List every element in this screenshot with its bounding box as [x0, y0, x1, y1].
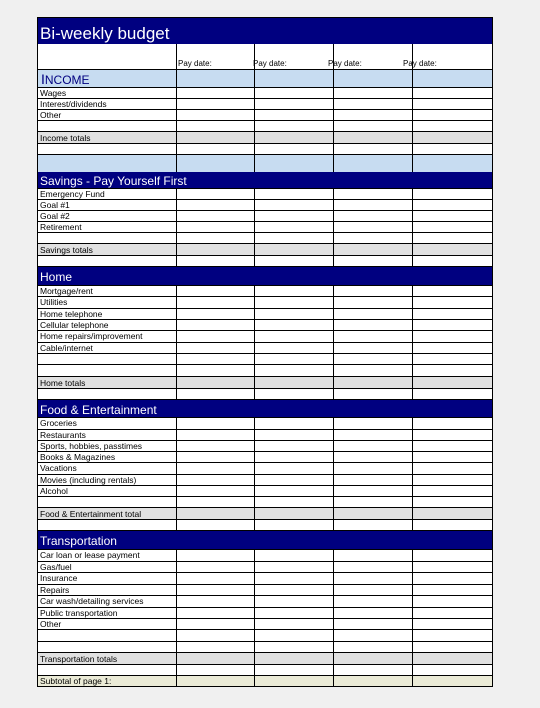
column-line — [412, 188, 413, 267]
grid-line — [37, 364, 493, 365]
grid-line — [37, 255, 493, 256]
grid-line — [37, 417, 493, 418]
home-heading: Home — [40, 270, 73, 284]
transport-item-insurance: Insurance — [40, 573, 78, 583]
grid-line — [37, 319, 493, 320]
column-line — [333, 44, 334, 172]
food-total-row — [37, 508, 493, 519]
grid-line — [37, 595, 493, 596]
grid-line — [37, 399, 493, 400]
grid-line — [37, 87, 493, 88]
savings-total-row — [37, 244, 493, 255]
column-line — [412, 549, 413, 687]
transport-heading-banner — [37, 531, 493, 549]
pay-date-label-2: Pay date: — [253, 59, 287, 68]
home-item-mortgage: Mortgage/rent — [40, 286, 93, 296]
title-banner — [37, 17, 493, 44]
savings-item-retirement: Retirement — [40, 222, 82, 232]
column-line — [254, 188, 255, 267]
food-item-restaurants: Restaurants — [40, 430, 86, 440]
grid-line — [37, 98, 493, 99]
grid-line — [37, 353, 493, 354]
sheet-title: Bi-weekly budget — [40, 24, 170, 43]
grid-line — [37, 308, 493, 309]
grid-line — [37, 629, 493, 630]
grid-line — [37, 675, 493, 676]
column-line — [333, 417, 334, 531]
grid-line — [37, 451, 493, 452]
transport-total-label: Transportation totals — [40, 654, 118, 664]
column-line — [412, 417, 413, 531]
subtotal-label: Subtotal of page 1: — [40, 676, 112, 686]
column-line — [412, 44, 413, 172]
grid-line — [37, 199, 493, 200]
grid-line — [37, 496, 493, 497]
grid-line — [37, 440, 493, 441]
grid-line — [37, 388, 493, 389]
home-total-row — [37, 377, 493, 388]
grid-line — [37, 530, 493, 531]
income-total-label: Income totals — [40, 133, 91, 143]
savings-heading-banner — [37, 172, 493, 188]
home-item-utilities: Utilities — [40, 297, 68, 307]
grid-line — [37, 342, 493, 343]
grid-line — [37, 572, 493, 573]
transport-item-car-wash: Car wash/detailing services — [40, 596, 144, 606]
column-line — [412, 285, 413, 400]
column-line — [176, 44, 177, 172]
income-item-other: Other — [40, 110, 62, 120]
grid-line — [37, 607, 493, 608]
column-line — [333, 285, 334, 400]
grid-line — [37, 485, 493, 486]
transport-item-car-loan: Car loan or lease payment — [40, 550, 140, 560]
grid-line — [37, 561, 493, 562]
pay-date-label-4: Pay date: — [403, 59, 437, 68]
sheet-border — [37, 17, 493, 687]
grid-line — [37, 507, 493, 508]
grid-line — [37, 154, 493, 155]
grid-line — [37, 429, 493, 430]
savings-item-goal2: Goal #2 — [40, 211, 70, 221]
column-line — [254, 549, 255, 687]
savings-total-label: Savings totals — [40, 245, 93, 255]
food-item-books: Books & Magazines — [40, 452, 116, 462]
pay-date-label-3: Pay date: — [328, 59, 362, 68]
grid-line — [37, 474, 493, 475]
grid-line — [37, 519, 493, 520]
transport-item-other: Other — [40, 619, 62, 629]
grid-line — [37, 618, 493, 619]
grid-line — [37, 109, 493, 110]
grid-line — [37, 143, 493, 144]
food-heading-banner — [37, 400, 493, 417]
transport-item-gas: Gas/fuel — [40, 562, 72, 572]
grid-line — [37, 641, 493, 642]
grid-line — [37, 584, 493, 585]
budget-sheet — [37, 17, 493, 687]
grid-line — [37, 652, 493, 653]
column-line — [176, 417, 177, 531]
savings-item-emergency: Emergency Fund — [40, 189, 105, 199]
home-item-cable: Cable/internet — [40, 343, 93, 353]
food-total-label: Food & Entertainment total — [40, 509, 142, 519]
transport-total-row — [37, 653, 493, 664]
income-item-wages: Wages — [40, 88, 67, 98]
column-line — [333, 188, 334, 267]
grid-line — [37, 188, 493, 189]
grid-line — [37, 330, 493, 331]
grid-line — [37, 131, 493, 132]
home-item-telephone: Home telephone — [40, 309, 103, 319]
transport-heading: Transportation — [40, 534, 117, 548]
column-line — [176, 188, 177, 267]
column-line — [176, 549, 177, 687]
grid-line — [37, 296, 493, 297]
grid-line — [37, 232, 493, 233]
home-item-repairs: Home repairs/improvement — [40, 331, 143, 341]
column-line — [254, 285, 255, 400]
column-line — [176, 285, 177, 400]
food-item-groceries: Groceries — [40, 418, 77, 428]
home-total-label: Home totals — [40, 378, 86, 388]
food-heading: Food & Entertainment — [40, 403, 157, 417]
grid-line — [37, 285, 493, 286]
savings-heading: Savings - Pay Yourself First — [40, 174, 187, 188]
income-heading: INCOME — [41, 71, 90, 87]
column-line — [333, 549, 334, 687]
column-line — [254, 44, 255, 172]
food-item-vacations: Vacations — [40, 463, 77, 473]
home-item-cellular: Cellular telephone — [40, 320, 109, 330]
grid-line — [37, 243, 493, 244]
grid-line — [37, 221, 493, 222]
grid-line — [37, 549, 493, 550]
grid-line — [37, 462, 493, 463]
income-total-row — [37, 132, 493, 143]
grid-line — [37, 376, 493, 377]
pay-date-label-1: Pay date: — [178, 59, 212, 68]
income-spacer-band — [37, 154, 493, 172]
subtotal-row — [37, 675, 493, 687]
food-item-sports: Sports, hobbies, passtimes — [40, 441, 143, 451]
food-item-movies: Movies (including rentals) — [40, 475, 137, 485]
transport-item-repairs: Repairs — [40, 585, 70, 595]
grid-line — [37, 664, 493, 665]
grid-line — [37, 266, 493, 267]
grid-line — [37, 69, 493, 70]
home-heading-banner — [37, 267, 493, 285]
savings-item-goal1: Goal #1 — [40, 200, 70, 210]
income-item-interest: Interest/dividends — [40, 99, 107, 109]
grid-line — [37, 120, 493, 121]
food-item-alcohol: Alcohol — [40, 486, 68, 496]
income-heading-band — [37, 69, 493, 87]
transport-item-public: Public transportation — [40, 608, 118, 618]
grid-line — [37, 210, 493, 211]
column-line — [254, 417, 255, 531]
